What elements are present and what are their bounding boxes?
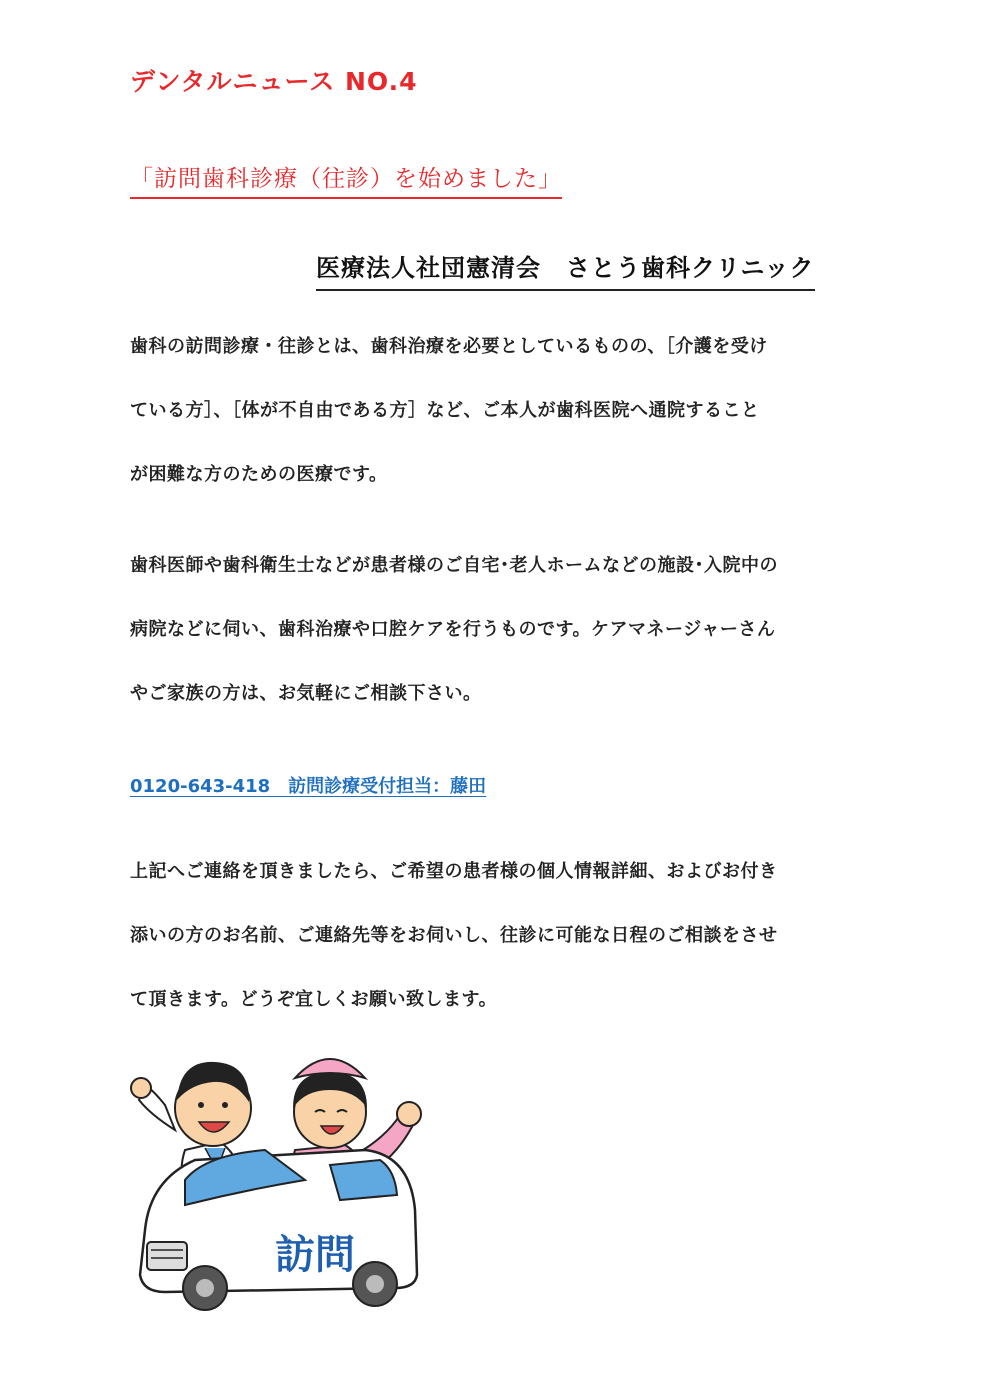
paragraph-line: 歯科医師や歯科衛生士などが患者様のご自宅･老人ホームなどの施設･入院中の — [130, 555, 778, 576]
paragraph-intro — [130, 332, 890, 524]
paragraph-line: 添いの方のお名前、ご連絡先等をお伺いし、往診に可能な日程のご相談をさせ — [130, 925, 778, 946]
paragraph-line: が困難な方のための医療です。 — [130, 464, 388, 485]
car-label: 訪問 — [275, 1232, 355, 1278]
paragraph-line: 上記へご連絡を頂きましたら、ご希望の患者様の個人情報詳細、およびお付き — [130, 861, 778, 882]
home-visit-car-illustration — [125, 1030, 445, 1320]
clinic-name: 医療法人社団憲清会 さとう歯科クリニック — [316, 248, 815, 291]
paragraph-line: ている方］、［体が不自由である方］など、ご本人が歯科医院へ通院すること — [130, 400, 760, 421]
car-figure — [140, 1150, 417, 1310]
paragraph-line: やご家族の方は、お気軽にご相談下さい。 — [130, 683, 482, 704]
headline: 「訪問歯科診療（往診）を始めました」 — [130, 160, 562, 199]
paragraph-line: 病院などに伺い、歯科治療や口腔ケアを行うものです。ケアマネージャーさん — [130, 619, 776, 640]
contact-phone-link[interactable]: 0120-643-418 訪問診療受付担当：藤田 — [130, 776, 487, 797]
news-title: デンタルニュース NO.4 — [130, 67, 418, 96]
paragraph-service — [130, 551, 890, 743]
paragraph-line: て頂きます。どうぞ宜しくお願い致します。 — [130, 989, 498, 1010]
paragraph-line: 歯科の訪問診療・往診とは、歯科治療を必要としているものの、［介護を受け — [130, 336, 768, 357]
paragraph-procedure — [130, 857, 890, 1049]
